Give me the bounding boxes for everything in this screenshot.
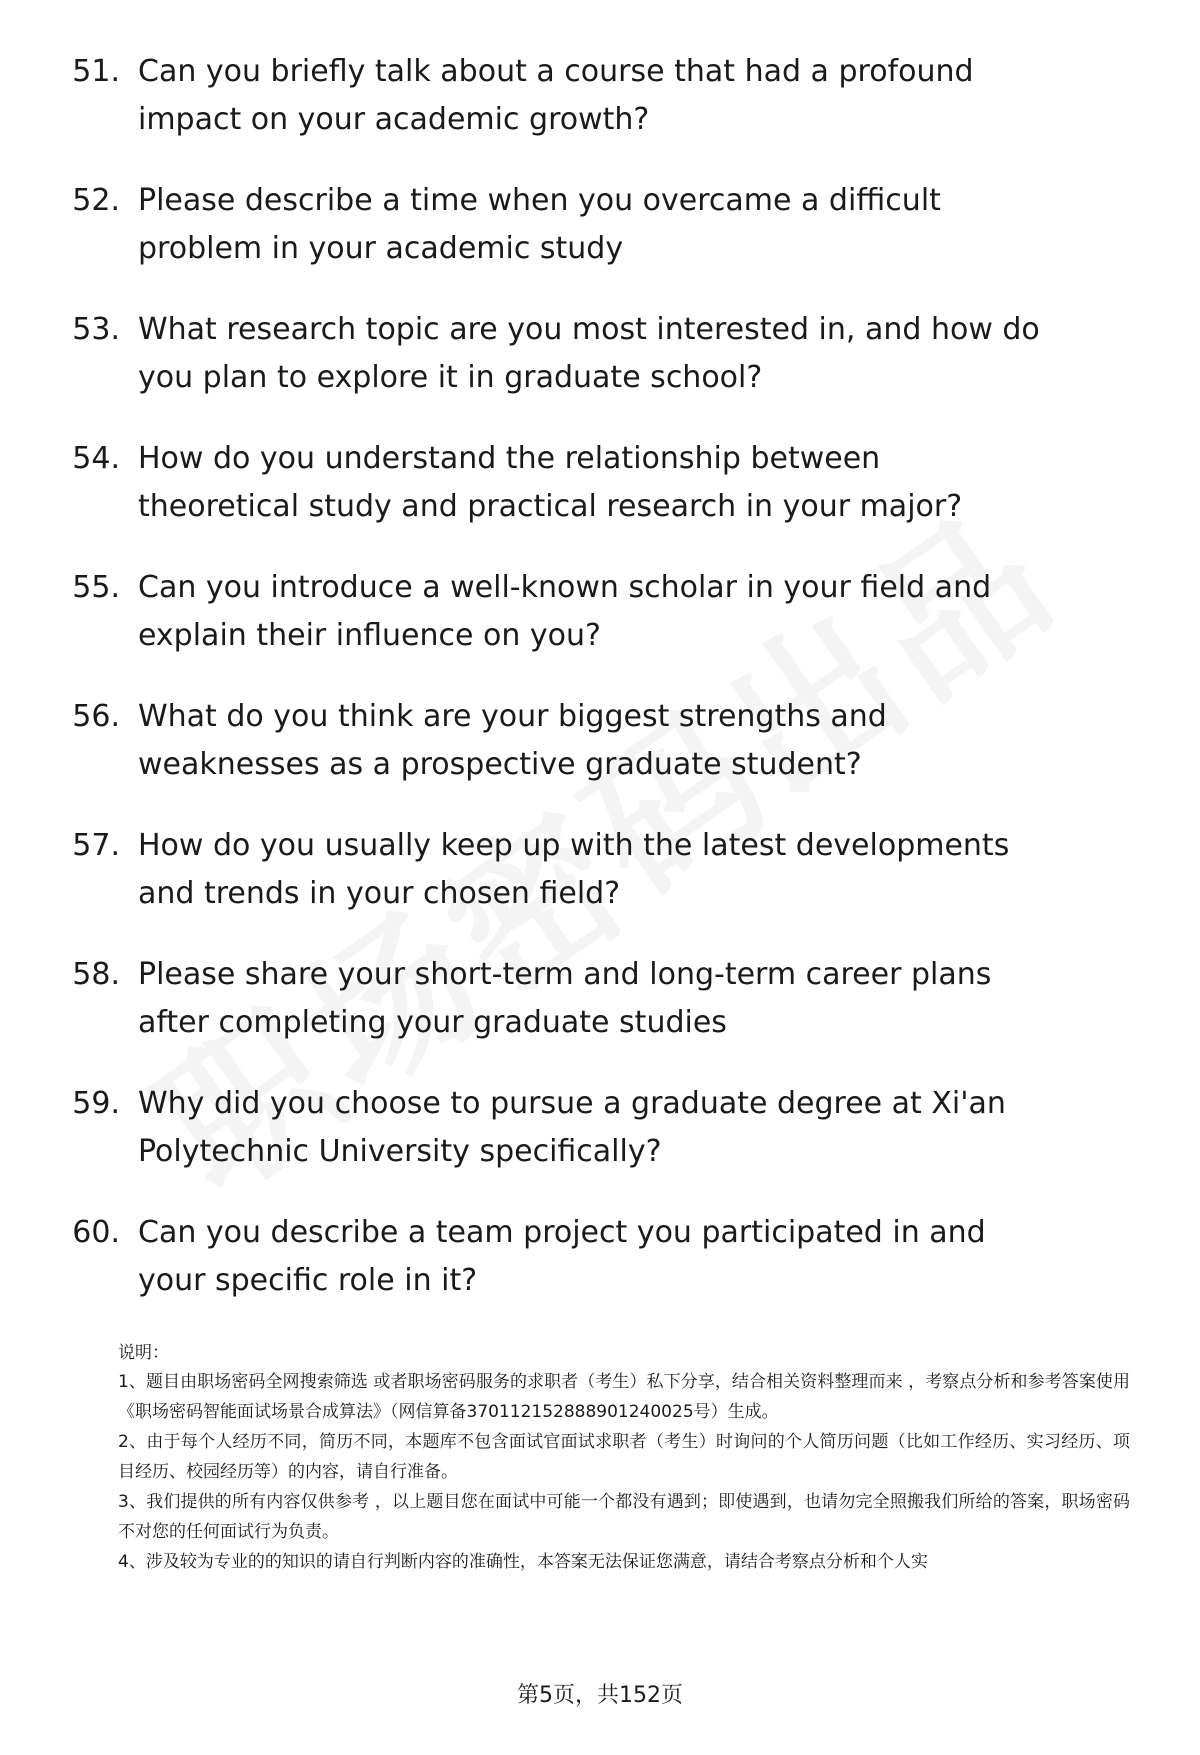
list-item (60, 306, 1140, 402)
list-item (60, 564, 1140, 660)
question-text: Why did you choose to pursue a graduate degree at Xi'an Polytechnic University specifically? (138, 1086, 1006, 1169)
note-line: 3、我们提供的所有内容仅供参考 ，以上题目您在面试中可能一个都没有遇到；即使遇到，也请勿完全照搬我们所给的答案，职场密码不对您的任何面试行为负责。 (118, 1492, 1130, 1542)
list-item (60, 177, 1140, 273)
question-text: How do you usually keep up with the latest developments and trends in your chosen field? (138, 828, 1010, 911)
list-item (60, 1209, 1140, 1305)
question-text: Can you introduce a well-known scholar in your field and explain their influence on you? (138, 570, 992, 653)
question-text: What research topic are you most interested in, and how do you plan to explore it in graduate school? (138, 312, 1040, 395)
question-number: 54. (72, 441, 120, 476)
question-text: Can you briefly talk about a course that had a profound impact on your academic growth? (138, 54, 974, 137)
question-text: Please describe a time when you overcame a difficult problem in your academic study (138, 183, 941, 266)
question-text: Please share your short-term and long-term career plans after completing your graduate studies (138, 957, 992, 1040)
question-number: 55. (72, 570, 120, 605)
list-item (60, 1080, 1140, 1176)
note-line: 1、题目由职场密码全网搜索筛选 或者职场密码服务的求职者（考生）私下分享，结合相关资料整理而来 ，考察点分析和参考答案使用《职场密码智能面试场景合成算法》（网信算备370112152888901240025号）生成。 (118, 1372, 1130, 1422)
notes-section (60, 1339, 1140, 1577)
question-number: 56. (72, 699, 120, 734)
question-list (60, 48, 1140, 1305)
note-line: 4、涉及较为专业的的知识的请自行判断内容的准确性，本答案无法保证您满意，请结合考察点分析和个人实 (118, 1552, 928, 1572)
question-text: What do you think are your biggest strengths and weaknesses as a prospective graduate student? (138, 699, 887, 782)
list-item (60, 48, 1140, 144)
list-item (60, 435, 1140, 531)
question-number: 51. (72, 54, 120, 89)
page-content (60, 48, 1140, 1577)
list-item (60, 951, 1140, 1047)
question-text: How do you understand the relationship between theoretical study and practical research in your major? (138, 441, 963, 524)
list-item (60, 693, 1140, 789)
question-text: Can you describe a team project you participated in and your specific role in it? (138, 1215, 986, 1298)
question-number: 58. (72, 957, 120, 992)
page-number-footer: 第5页，共152页 (517, 1683, 683, 1708)
question-number: 53. (72, 312, 120, 347)
question-number: 59. (72, 1086, 120, 1121)
notes-title: 说明： (118, 1343, 169, 1363)
note-line: 2、由于每个人经历不同，简历不同，本题库不包含面试官面试求职者（考生）时询问的个人简历问题（比如工作经历、实习经历、项目经历、校园经历等）的内容，请自行准备。 (118, 1432, 1130, 1482)
list-item (60, 822, 1140, 918)
question-number: 52. (72, 183, 120, 218)
question-number: 57. (72, 828, 120, 863)
question-number: 60. (72, 1215, 120, 1250)
